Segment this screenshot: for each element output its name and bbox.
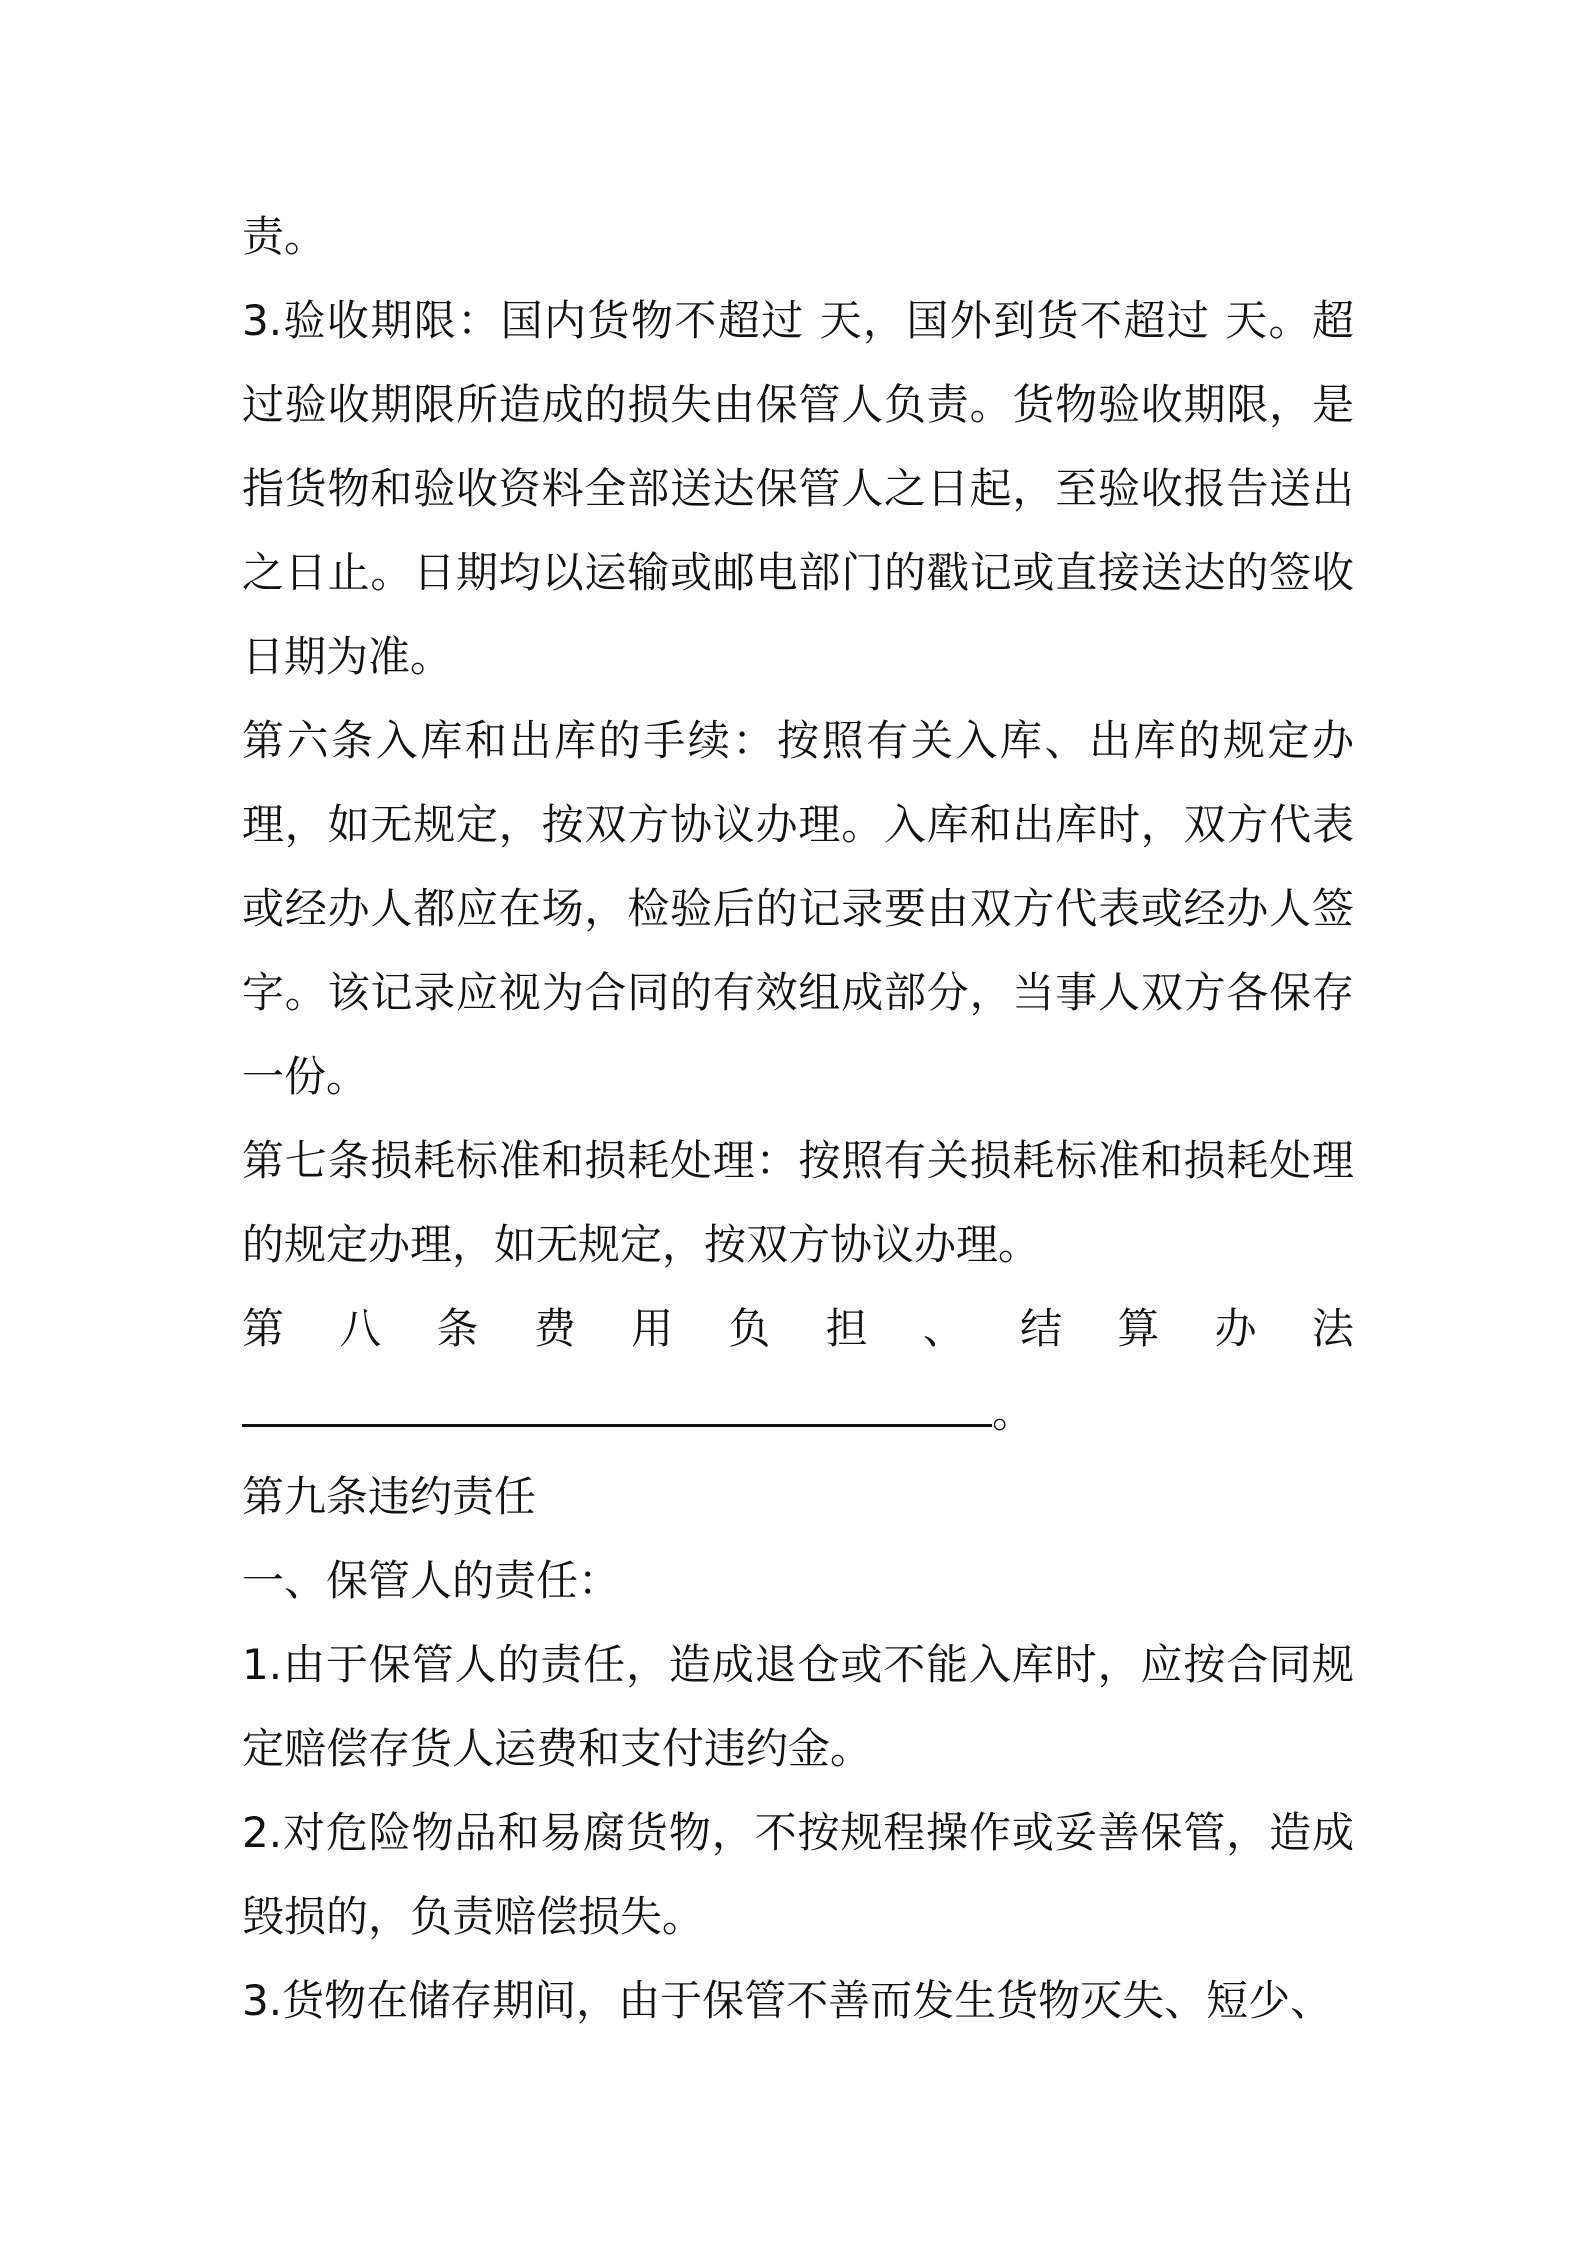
paragraph-article-6: 第六条入库和出库的手续：按照有关入库、出库的规定办理，如无规定，按双方协议办理。入库和出库时，双方代表或经办人都应在场，检验后的记录要由双方代表或经办人签字。该记录应视为合同的有效组成部分，当事人双方各保存一份。 bbox=[242, 716, 1354, 1101]
paragraph-item-3: 3.货物在储存期间，由于保管不善而发生货物灭失、短少、 bbox=[242, 1976, 1333, 2025]
paragraph-article-7: 第七条损耗标准和损耗处理：按照有关损耗标准和损耗处理的规定办理，如无规定，按双方协议办理。 bbox=[242, 1136, 1354, 1269]
paragraph-item-1: 1.由于保管人的责任，造成退仓或不能入库时，应按合同规定赔偿存货人运费和支付违约金。 bbox=[242, 1640, 1354, 1773]
article-8-char: 第 bbox=[242, 1304, 285, 1353]
paragraph-continuation: 责。 bbox=[242, 212, 327, 261]
article-8-char: 结 bbox=[1020, 1304, 1063, 1353]
paragraph-item-2: 2.对危险物品和易腐货物，不按规程操作或妥善保管，造成毁损的，负责赔偿损失。 bbox=[242, 1808, 1354, 1941]
article-8-char: 八 bbox=[339, 1304, 382, 1353]
article-8-char: 用 bbox=[631, 1304, 674, 1353]
paragraph-inspection-period: 3.验收期限：国内货物不超过 天，国外到货不超过 天。超过验收期限所造成的损失由保管人负责。货物验收期限，是指货物和验收资料全部送达保管人之日起，至验收报告送出之日止。日期均以运输或邮电部门的戳记或直接送达的签收日期为准。 bbox=[242, 296, 1354, 681]
article-8-char: 担 bbox=[825, 1304, 868, 1353]
article-8-char: 办 bbox=[1214, 1304, 1257, 1353]
article-8-char: 费 bbox=[533, 1304, 576, 1353]
article-8-char: 条 bbox=[436, 1304, 479, 1353]
fill-in-blank bbox=[242, 1390, 992, 1427]
article-8-fill-line bbox=[242, 1371, 1354, 1455]
article-8-char: 负 bbox=[728, 1304, 771, 1353]
article-8-heading bbox=[242, 1287, 1354, 1371]
article-8-char: 算 bbox=[1117, 1304, 1160, 1353]
article-8-char: 法 bbox=[1311, 1304, 1354, 1353]
article-8-char: 、 bbox=[922, 1304, 965, 1353]
paragraph-article-9-heading: 第九条违约责任 bbox=[242, 1472, 537, 1521]
paragraph-keeper-responsibility: 一、保管人的责任： bbox=[242, 1556, 621, 1605]
article-8-tail: 。 bbox=[992, 1388, 1035, 1437]
document-body bbox=[242, 195, 1354, 2043]
